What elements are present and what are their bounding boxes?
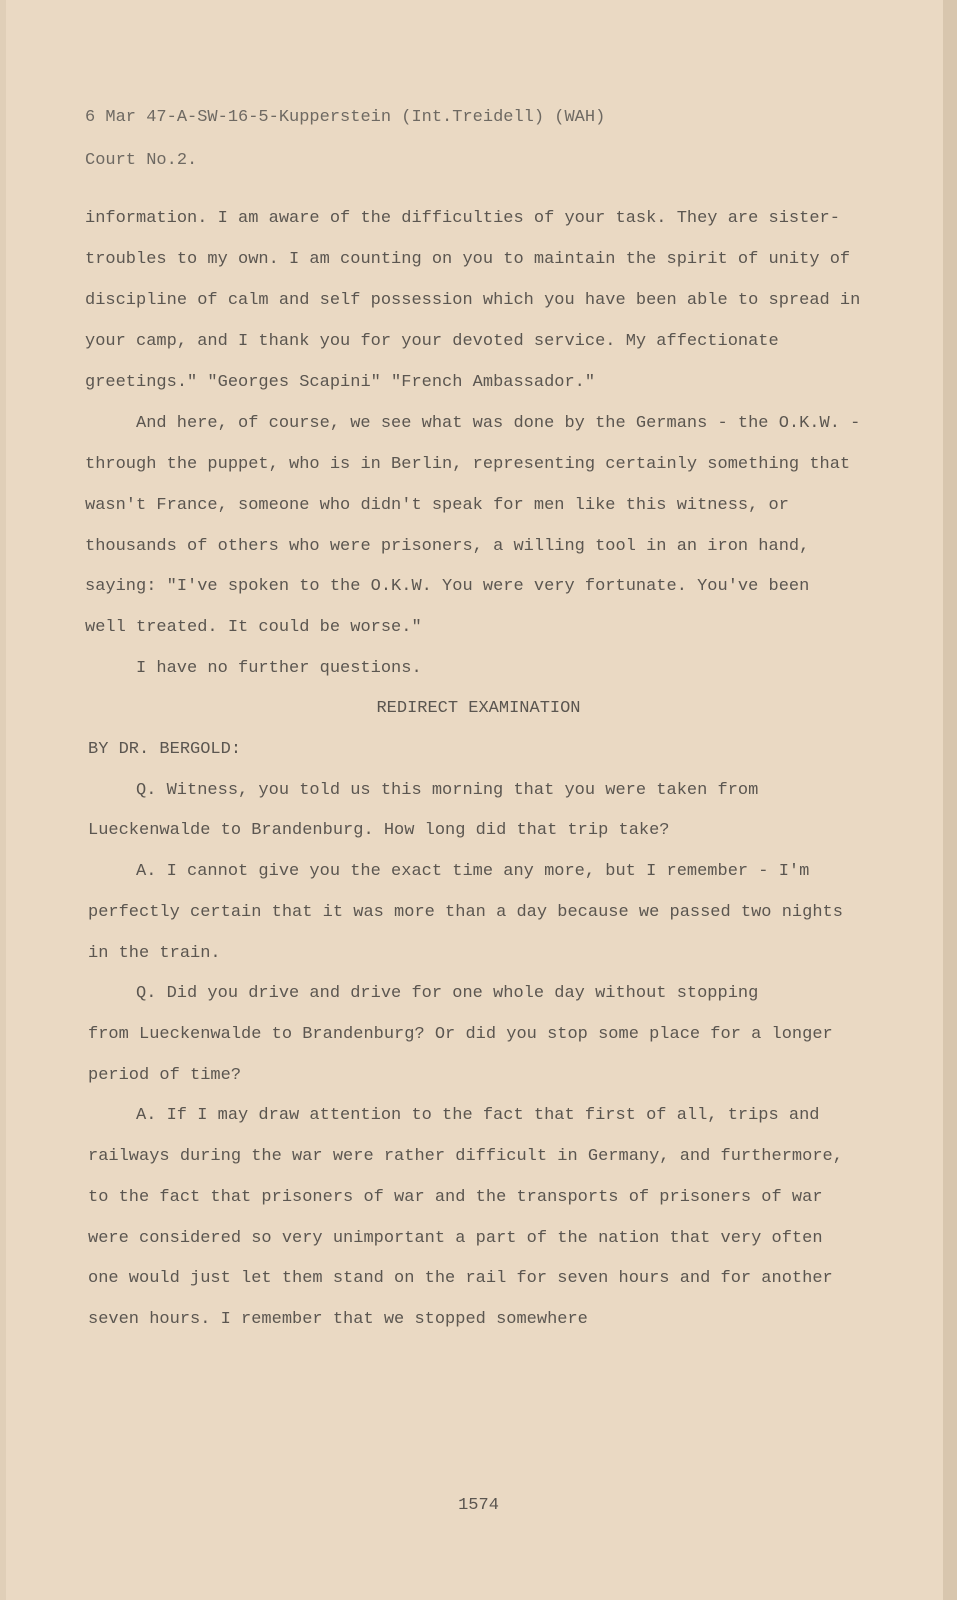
text-line: saying: "I've spoken to the O.K.W. You were very fortunate. You've been bbox=[85, 577, 810, 596]
answer-line: A. I cannot give you the exact time any more, but I remember - I'm bbox=[136, 862, 810, 881]
text-line: to the fact that prisoners of war and the transports of prisoners of war bbox=[88, 1188, 823, 1207]
text-line: perfectly certain that it was more than a day because we passed two nights bbox=[88, 903, 843, 922]
text-line: in the train. bbox=[88, 944, 221, 963]
text-line: wasn't France, someone who didn't speak for men like this witness, or bbox=[85, 496, 789, 515]
text-line: And here, of course, we see what was done by the Germans - the O.K.W. - bbox=[136, 414, 861, 433]
text-line: discipline of calm and self possession which you have been able to spread in bbox=[85, 291, 861, 310]
page-number: 1574 bbox=[458, 1496, 499, 1515]
court-number: Court No.2. bbox=[85, 151, 198, 170]
page-right-edge bbox=[943, 0, 957, 1600]
text-line: from Lueckenwalde to Brandenburg? Or did you stop some place for a longer bbox=[88, 1025, 833, 1044]
text-line: Lueckenwalde to Brandenburg. How long did that trip take? bbox=[88, 821, 670, 840]
answer-line: A. If I may draw attention to the fact that first of all, trips and bbox=[136, 1106, 820, 1125]
section-heading: REDIRECT EXAMINATION bbox=[376, 699, 581, 718]
question-line: Q. Did you drive and drive for one whole day without stopping bbox=[136, 984, 759, 1003]
text-line: thousands of others who were prisoners, a willing tool in an iron hand, bbox=[85, 537, 810, 556]
file-reference: 6 Mar 47-A-SW-16-5-Kupperstein (Int.Treidell) (WAH) bbox=[85, 108, 606, 127]
text-line: period of time? bbox=[88, 1066, 242, 1085]
text-line: information. I am aware of the difficulties of your task. They are sister- bbox=[85, 209, 840, 228]
text-line: well treated. It could be worse." bbox=[85, 618, 422, 637]
question-line: Q. Witness, you told us this morning that you were taken from bbox=[136, 781, 759, 800]
text-line: troubles to my own. I am counting on you to maintain the spirit of unity of bbox=[85, 250, 851, 269]
text-line: one would just let them stand on the rail for seven hours and for another bbox=[88, 1269, 833, 1288]
page-left-edge bbox=[0, 0, 6, 1600]
text-line: railways during the war were rather difficult in Germany, and furthermore, bbox=[88, 1147, 843, 1166]
examiner-line: BY DR. BERGOLD: bbox=[88, 740, 242, 759]
text-line: your camp, and I thank you for your devoted service. My affectionate bbox=[85, 332, 779, 351]
text-line: I have no further questions. bbox=[136, 659, 422, 678]
text-line: greetings." "Georges Scapini" "French Ambassador." bbox=[85, 373, 596, 392]
text-line: through the puppet, who is in Berlin, representing certainly something that bbox=[85, 455, 851, 474]
text-line: were considered so very unimportant a part of the nation that very often bbox=[88, 1229, 823, 1248]
text-line: seven hours. I remember that we stopped somewhere bbox=[88, 1310, 588, 1329]
